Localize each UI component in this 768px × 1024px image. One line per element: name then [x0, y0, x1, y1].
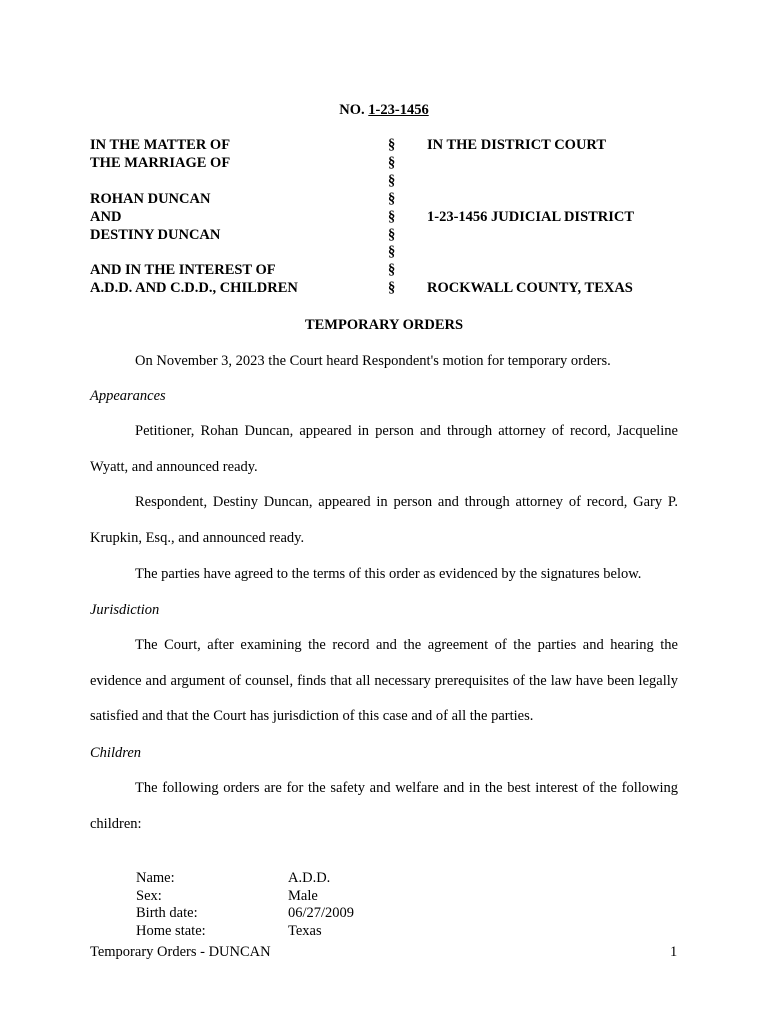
section-symbol: §	[388, 155, 396, 171]
children-paragraph: The following orders are for the safety and welfare and in the best interest of the following children:	[90, 780, 678, 832]
child-name-value: A.D.D.	[288, 870, 331, 886]
agreement-paragraph: The parties have agreed to the terms of this order as evidenced by the signatures below.	[135, 566, 642, 582]
section-symbol: §	[388, 137, 396, 153]
footer-document-name: Temporary Orders - DUNCAN	[90, 944, 271, 960]
section-symbol: §	[388, 244, 396, 260]
section-heading-children: Children	[90, 745, 142, 761]
caption-left-line: AND	[90, 209, 122, 225]
appearances-petitioner-paragraph: Petitioner, Rohan Duncan, appeared in person and through attorney of record, Jacqueline Wyatt, and announced ready.	[90, 423, 678, 475]
child-sex-value: Male	[288, 888, 318, 904]
section-symbol: §	[388, 227, 396, 243]
case-number-value: 1-23-1456	[368, 102, 429, 118]
jurisdiction-paragraph: The Court, after examining the record and the agreement of the parties and hearing the evidence and argument of counsel, finds that all necessary prerequisites of the law have been legally satisfied and that the Court has jurisdiction of this case and of all the parties.	[90, 637, 678, 724]
caption-left-line: ROHAN DUNCAN	[90, 191, 211, 207]
section-symbol: §	[388, 262, 396, 278]
child-homestate-label: Home state:	[136, 923, 206, 939]
section-symbol: §	[388, 191, 396, 207]
section-symbol: §	[388, 209, 396, 225]
child-birthdate-label: Birth date:	[136, 905, 198, 921]
caption-right-line: ROCKWALL COUNTY, TEXAS	[427, 280, 633, 296]
caption-left-line: AND IN THE INTEREST OF	[90, 262, 276, 278]
section-symbol: §	[388, 173, 396, 189]
section-heading-appearances: Appearances	[90, 388, 166, 404]
caption-right-line: IN THE DISTRICT COURT	[427, 137, 607, 153]
intro-paragraph: On November 3, 2023 the Court heard Respondent's motion for temporary orders.	[135, 353, 611, 369]
caption-right-line: 1-23-1456 JUDICIAL DISTRICT	[427, 209, 635, 225]
document-title: TEMPORARY ORDERS	[304, 317, 464, 333]
child-birthdate-value: 06/27/2009	[288, 905, 355, 921]
caption-left-line: A.D.D. AND C.D.D., CHILDREN	[90, 280, 298, 296]
child-name-label: Name:	[136, 870, 175, 886]
appearances-respondent-paragraph: Respondent, Destiny Duncan, appeared in person and through attorney of record, Gary P. Krupkin, Esq., and announced ready.	[90, 494, 678, 546]
section-symbol: §	[388, 280, 396, 296]
child-homestate-value: Texas	[288, 923, 322, 939]
caption-left-line: DESTINY DUNCAN	[90, 227, 221, 243]
child-sex-label: Sex:	[136, 888, 162, 904]
case-number-prefix: NO.	[339, 102, 369, 118]
page-number: 1	[670, 944, 678, 960]
section-heading-jurisdiction: Jurisdiction	[90, 602, 160, 618]
caption-left-line: IN THE MATTER OF	[90, 137, 231, 153]
caption-left-line: THE MARRIAGE OF	[90, 155, 231, 171]
case-number	[0, 102, 768, 119]
